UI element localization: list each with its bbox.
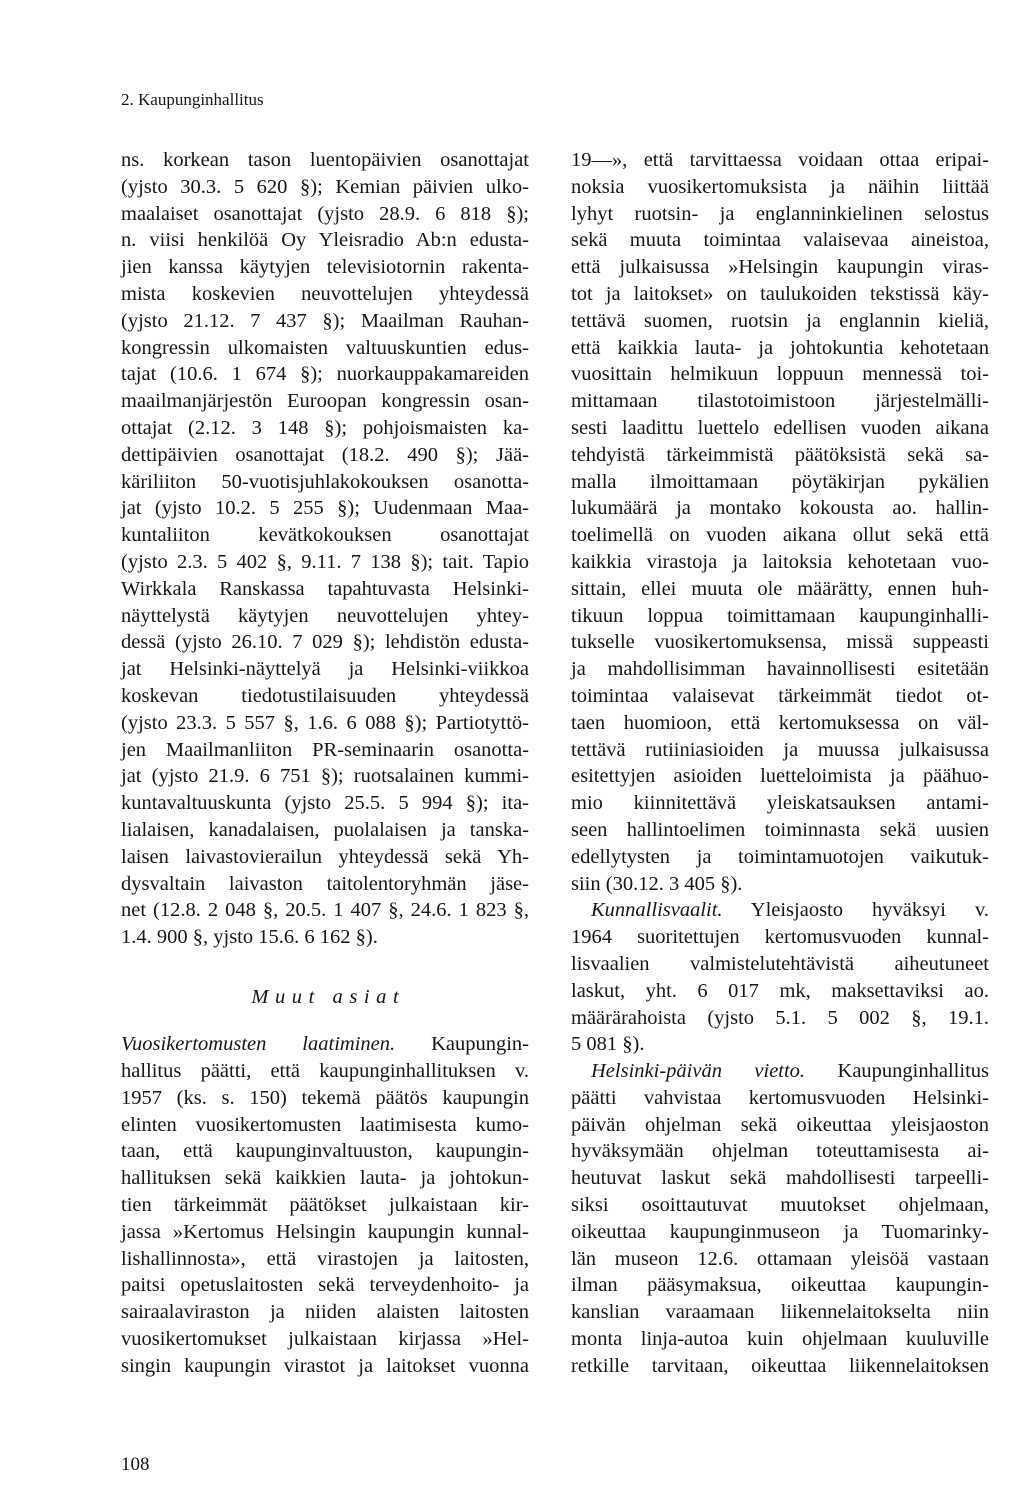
- text-line: taan, että kaupunginvaltuuston, kaupungin-: [121, 1140, 529, 1163]
- text-line: hyväksymään ohjelman toteuttamisesta ai-: [571, 1140, 989, 1163]
- text-line: (yjsto 21.12. 7 437 §); Maailman Rauhan-: [121, 309, 529, 332]
- paragraph-title-line-rest: Kaupungin-: [431, 1033, 529, 1056]
- text-line: tettävä suomen, ruotsin ja englannin kieliä,: [571, 309, 989, 332]
- text-line: net (12.8. 2 048 §, 20.5. 1 407 §, 24.6. 1 823 §,: [121, 899, 529, 922]
- text-line: sekä muuta toimintaa valaisevaa aineistoa,: [571, 229, 989, 252]
- text-line: kuntavaltuuskunta (yjsto 25.5. 5 994 §); ita-: [121, 792, 529, 815]
- text-line: elinten vuosikertomusten laatimisesta kumo-: [121, 1113, 529, 1136]
- text-line: 19—», että tarvittaessa voidaan ottaa eripai-: [571, 149, 989, 171]
- text-line: jat (yjsto 10.2. 5 255 §); Uudenmaan Maa-: [121, 497, 529, 520]
- text-line: retkille tarvitaan, oikeuttaa liikennelaitoksen: [571, 1354, 989, 1377]
- text-line: seen hallintoelimen toiminnasta sekä uusien: [571, 818, 989, 841]
- text-line: 1964 suoritettujen kertomusvuoden kunnal-: [571, 926, 989, 949]
- text-line: tettävä rutiiniasioiden ja muussa julkaisussa: [571, 738, 989, 761]
- text-line: (yjsto 30.3. 5 620 §); Kemian päivien ulko-: [121, 175, 529, 198]
- text-line: tikuun loppua toimittamaan kaupunginhalli-: [571, 604, 989, 627]
- text-line: Wirkkala Ranskassa tapahtuvasta Helsinki-: [121, 577, 529, 600]
- text-line: siksi osoittautuvat muutokset ohjelmaan,: [571, 1194, 989, 1217]
- text-line: kuntaliiton kevätkokouksen osanottajat: [121, 524, 529, 547]
- paragraph-title: Kunnallisvaalit.: [591, 899, 723, 922]
- text-line: ilman pääsymaksua, oikeuttaa kaupungin-: [571, 1274, 989, 1297]
- text-line: dessä (yjsto 26.10. 7 029 §); lehdistön edusta-: [121, 631, 529, 654]
- text-line: taen huomioon, että kertomuksessa on väl-: [571, 711, 989, 734]
- text-line: koskevan tiedotustilaisuuden yhteydessä: [121, 684, 529, 707]
- text-line: tajat (10.6. 1 674 §); nuorkauppakamareiden: [121, 363, 529, 386]
- text-line: (yjsto 2.3. 5 402 §, 9.11. 7 138 §); tait. Tapio: [121, 550, 529, 573]
- text-line: lialaisen, kanadalaisen, puolalaisen ja tanska-: [121, 818, 529, 841]
- text-line: jien kanssa käytyjen televisiotornin rakenta-: [121, 256, 529, 279]
- text-line: että julkaisussa »Helsingin kaupungin viras-: [571, 256, 989, 279]
- paragraph-title-line-rest: Yleisjaosto hyväksyi v.: [750, 899, 989, 922]
- left-column: [121, 147, 529, 1380]
- text-line: [571, 897, 989, 924]
- paragraph: [121, 1031, 529, 1379]
- text-line: lukumäärä ja montako kokousta ao. hallin-: [571, 497, 989, 520]
- text-line: ja mahdollisimman havainnollisesti esitetään: [571, 658, 989, 681]
- paragraph-title-line-rest: Kaupunginhallitus: [837, 1060, 989, 1083]
- text-line: jassa »Kertomus Helsingin kaupungin kunnal-: [121, 1220, 529, 1243]
- text-line: oikeuttaa kaupunginmuseon ja Tuomarinky-: [571, 1220, 989, 1243]
- running-head: 2. Kaupunginhallitus: [121, 90, 264, 109]
- section-heading: Muut asiat: [251, 985, 406, 1008]
- text-line: päivän ohjelman sekä oikeuttaa yleisjaoston: [571, 1113, 989, 1136]
- text-line: toimintaa valaisevat tärkeimmät tiedot ot-: [571, 684, 989, 707]
- text-line: maailmanjärjestön Euroopan kongressin osan-: [121, 390, 529, 413]
- text-line: mio kiinnitettävä yleiskatsauksen antami-: [571, 792, 989, 815]
- text-line: toelimellä on vuoden aikana ollut sekä että: [571, 524, 989, 547]
- text-line: malla ilmoittamaan pöytäkirjan pykälien: [571, 470, 989, 493]
- text-line: singin kaupungin virastot ja laitokset vuonna: [121, 1354, 529, 1377]
- text-line: maalaiset osanottajat (yjsto 28.9. 6 818 §);: [121, 202, 529, 225]
- text-line: län museon 12.6. ottamaan yleisöä vastaan: [571, 1247, 989, 1270]
- text-line: dettipäivien osanottajat (18.2. 490 §); Jää-: [121, 443, 529, 466]
- paragraph-title: Vuosikertomusten laatiminen.: [121, 1033, 396, 1056]
- text-line: näyttelystä käytyjen neuvottelujen yhtey-: [121, 604, 529, 627]
- text-line: käriliiton 50-vuotisjuhlakokouksen osanotta-: [121, 470, 529, 493]
- text-line: ottajat (2.12. 3 148 §); pohjoismaisten ka-: [121, 416, 529, 439]
- text-line: heutuvat laskut sekä mahdollisesti tarpeelli-: [571, 1167, 989, 1190]
- text-line: (yjsto 23.3. 5 557 §, 1.6. 6 088 §); Partiotyttö-: [121, 711, 529, 734]
- text-line: 1957 (ks. s. 150) tekemä päätös kaupungin: [121, 1086, 529, 1109]
- text-line: tukselle vuosikertomuksensa, missä suppeasti: [571, 631, 989, 654]
- text-line: ns. korkean tason luentopäivien osanottajat: [121, 149, 529, 171]
- text-line: jen Maailmanliiton PR-seminaarin osanotta-: [121, 738, 529, 761]
- text-line: hallituksen sekä kaikkien lauta- ja johtokun-: [121, 1167, 529, 1190]
- text-line: määrärahoista (yjsto 5.1. 5 002 §, 19.1.: [571, 1006, 989, 1029]
- text-line: päätti vahvistaa kertomusvuoden Helsinki-: [571, 1086, 989, 1109]
- text-line: paitsi opetuslaitosten sekä terveydenhoito- ja: [121, 1274, 529, 1297]
- text-line: n. viisi henkilöä Oy Yleisradio Ab:n edusta-: [121, 229, 529, 252]
- paragraph: [571, 897, 989, 1058]
- text-line: dysvaltain laivaston taitolentoryhmän jäse-: [121, 872, 529, 895]
- text-line: vuosittain helmikuun loppuun mennessä toi-: [571, 363, 989, 386]
- text-line: lyhyt ruotsin- ja englanninkielinen selostus: [571, 202, 989, 225]
- paragraph: [121, 147, 529, 951]
- text-line: edellytysten ja toimintamuotojen vaikutuk-: [571, 845, 989, 868]
- text-line: tehdyistä tärkeimmistä päätöksistä sekä sa-: [571, 443, 989, 466]
- text-line: lisvaalien valmistelutehtävistä aiheutuneet: [571, 952, 989, 975]
- text-line: jat Helsinki-näyttelyä ja Helsinki-viikkoa: [121, 658, 529, 681]
- text-line: jat (yjsto 21.9. 6 751 §); ruotsalainen kummi-: [121, 765, 529, 788]
- text-line: sairaalaviraston ja niiden alaisten laitosten: [121, 1301, 529, 1324]
- paragraph: [571, 147, 989, 897]
- text-line: laskut, yht. 6 017 mk, maksettaviksi ao.: [571, 979, 989, 1002]
- right-column: [571, 147, 989, 1380]
- text-line: laisen laivastovierailun yhteydessä sekä Yh-: [121, 845, 529, 868]
- text-line: mista koskevien neuvottelujen yhteydessä: [121, 282, 529, 305]
- text-line: 5 081 §).: [571, 1033, 645, 1056]
- text-line: tien tärkeimmät päätökset julkaistaan kir-: [121, 1194, 529, 1217]
- text-line: sesti laadittu luettelo edellisen vuoden aikana: [571, 416, 989, 439]
- text-line: sittain, ellei muuta ole määrätty, ennen huh-: [571, 577, 989, 600]
- text-line: hallitus päätti, että kaupunginhallituksen v.: [121, 1060, 529, 1083]
- text-line: monta linja-autoa kuin ohjelmaan kuuluville: [571, 1328, 989, 1351]
- page-number: 108: [121, 1454, 150, 1475]
- text-line: kongressin ulkomaisten valtuuskuntien edus-: [121, 336, 529, 359]
- text-line: siin (30.12. 3 405 §).: [571, 872, 743, 895]
- text-line: mittamaan tilastotoimistoon järjestelmälli-: [571, 390, 989, 413]
- text-line: esitettyjen asioiden luetteloimista ja päähuo-: [571, 765, 989, 788]
- paragraph: [571, 1058, 989, 1380]
- text-line: noksia vuosikertomuksista ja näihin liittää: [571, 175, 989, 198]
- text-line: [571, 1058, 989, 1085]
- text-line: kaikkia virastoja ja laitoksia kehotetaan vuo-: [571, 550, 989, 573]
- text-line: tot ja laitokset» on taulukoiden tekstissä käy-: [571, 282, 989, 305]
- text-line: vuosikertomukset julkaistaan kirjassa »Hel-: [121, 1328, 529, 1351]
- text-line: että kaikkia lauta- ja johtokuntia kehotetaan: [571, 336, 989, 359]
- text-line: 1.4. 900 §, yjsto 15.6. 6 162 §).: [121, 926, 378, 949]
- text-line: lishallinnosta», että virastojen ja laitosten,: [121, 1247, 529, 1270]
- paragraph-title: Helsinki-päivän vietto.: [591, 1060, 806, 1083]
- text-line: kanslian varaamaan liikennelaitokselta niin: [571, 1301, 989, 1324]
